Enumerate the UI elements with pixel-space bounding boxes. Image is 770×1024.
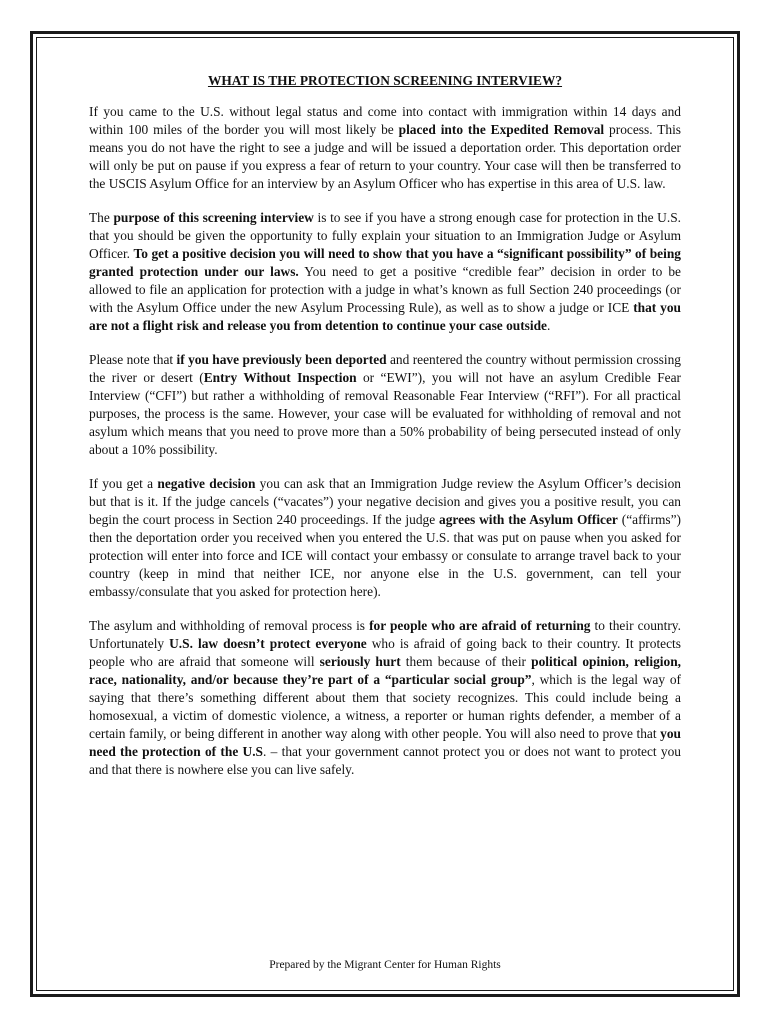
body-text: The asylum and withholding of removal process is [89, 618, 370, 633]
bold-text: Entry Without Inspection [203, 370, 357, 385]
body-text: . – that your government cannot protect you or does not want to protect you and that there is nowhere else you can live safely. [89, 744, 682, 777]
bold-text: To get a positive decision you will need to show that you have a “significant possibility” of being granted protection under our laws. [89, 246, 681, 279]
body-text: If you get a [89, 476, 158, 491]
body-text: and reentered the country without permission crossing the river or desert ( [89, 352, 682, 385]
paragraph-container [89, 103, 681, 779]
paragraph-1 [89, 103, 681, 193]
paragraph-2 [89, 209, 681, 335]
body-text: The [89, 210, 114, 225]
body-text: . [547, 318, 551, 333]
body-text: You need to get a positive “credible fear” decision in order to be allowed to file an application for protection with a judge in what’s known as full Section 240 proceedings (or with the Asylum Office under the new Asylum Processing Rule), as well as to show a judge or ICE [89, 264, 681, 315]
body-text: (“affirms”) then the deportation order you received when you entered the U.S. that was put on pause when you asked for protection will enter into force and ICE will contact your embassy or consulate to arrange travel back to your country (keep in mind that neither ICE, nor anyone else in the U.S. government, can tell your embassy/consulate that you asked for protection here). [89, 512, 681, 599]
bold-text: negative decision [157, 476, 256, 491]
body-text: is to see if you have a strong enough case for protection in the U.S. that you should be given the opportunity to fully explain your situation to an Immigration Judge or Asylum Officer. [89, 210, 681, 261]
document-title: WHAT IS THE PROTECTION SCREENING INTERVIEW? [207, 73, 563, 88]
document-footer: Prepared by the Migrant Center for Human Rights [269, 959, 501, 971]
bold-text: purpose of this screening interview [113, 210, 314, 225]
body-text: , which is the legal way of saying that there’s something different about them that society recognizes. This could include being a homosexual, a victim of domestic violence, a witness, a reporter or human rights defender, a member of a certain family, or being different in another way along with other people. You will also need to prove that [89, 672, 681, 741]
body-text: Please note that [89, 352, 177, 367]
bold-text: for people who are afraid of returning [369, 618, 591, 633]
body-text: them because of their [400, 654, 532, 669]
bold-text: that you are not a flight risk and release you from detention to continue your case outside [89, 300, 681, 333]
body-text: process. This means you do not have the right to see a judge and will be issued a deportation order. This deportation order will only be put on pause if you express a fear of return to your country. Your case will then be transferred to the USCIS Asylum Office for an interview by an Asylum Officer who has expertise in this area of U.S. law. [89, 122, 681, 191]
document-body [89, 72, 681, 795]
body-text: If you came to the U.S. without legal status and come into contact with immigration within 14 days and within 100 miles of the border you will most likely be [89, 104, 681, 137]
paragraph-4 [89, 475, 681, 601]
bold-text: seriously hurt [319, 654, 401, 669]
bold-text: U.S. law doesn’t protect everyone [169, 636, 367, 651]
body-text: you can ask that an Immigration Judge review the Asylum Officer’s decision but that is it. If the judge cancels (“vacates”) your negative decision and gives you a positive result, you can begin the court process in Section 240 proceedings. If the judge [89, 476, 682, 527]
paragraph-3 [89, 351, 681, 459]
bold-text: you need the protection of the U.S [89, 726, 681, 759]
bold-text: if you have previously been deported [176, 352, 387, 367]
paragraph-5 [89, 617, 681, 779]
bold-text: placed into the Expedited Removal [398, 122, 605, 137]
bold-text: agrees with the Asylum Officer [439, 512, 618, 527]
bold-text: political opinion, religion, race, nationality, and/or because they’re part of a “particular social group” [89, 654, 681, 687]
body-text: or “EWI”), you will not have an asylum Credible Fear Interview (“CFI”) but rather a withholding of removal Reasonable Fear Interview (“RFI”). For all practical purposes, the process is the same. However, your case will be evaluated for withholding of removal and not asylum which means that you need to prove more than a 50% probability of being persecuted instead of only about a 10% possibility. [89, 370, 681, 457]
body-text: who is afraid of going back to their country. It protects people who are afraid that someone will [89, 636, 681, 669]
body-text: to their country. Unfortunately [89, 618, 681, 651]
